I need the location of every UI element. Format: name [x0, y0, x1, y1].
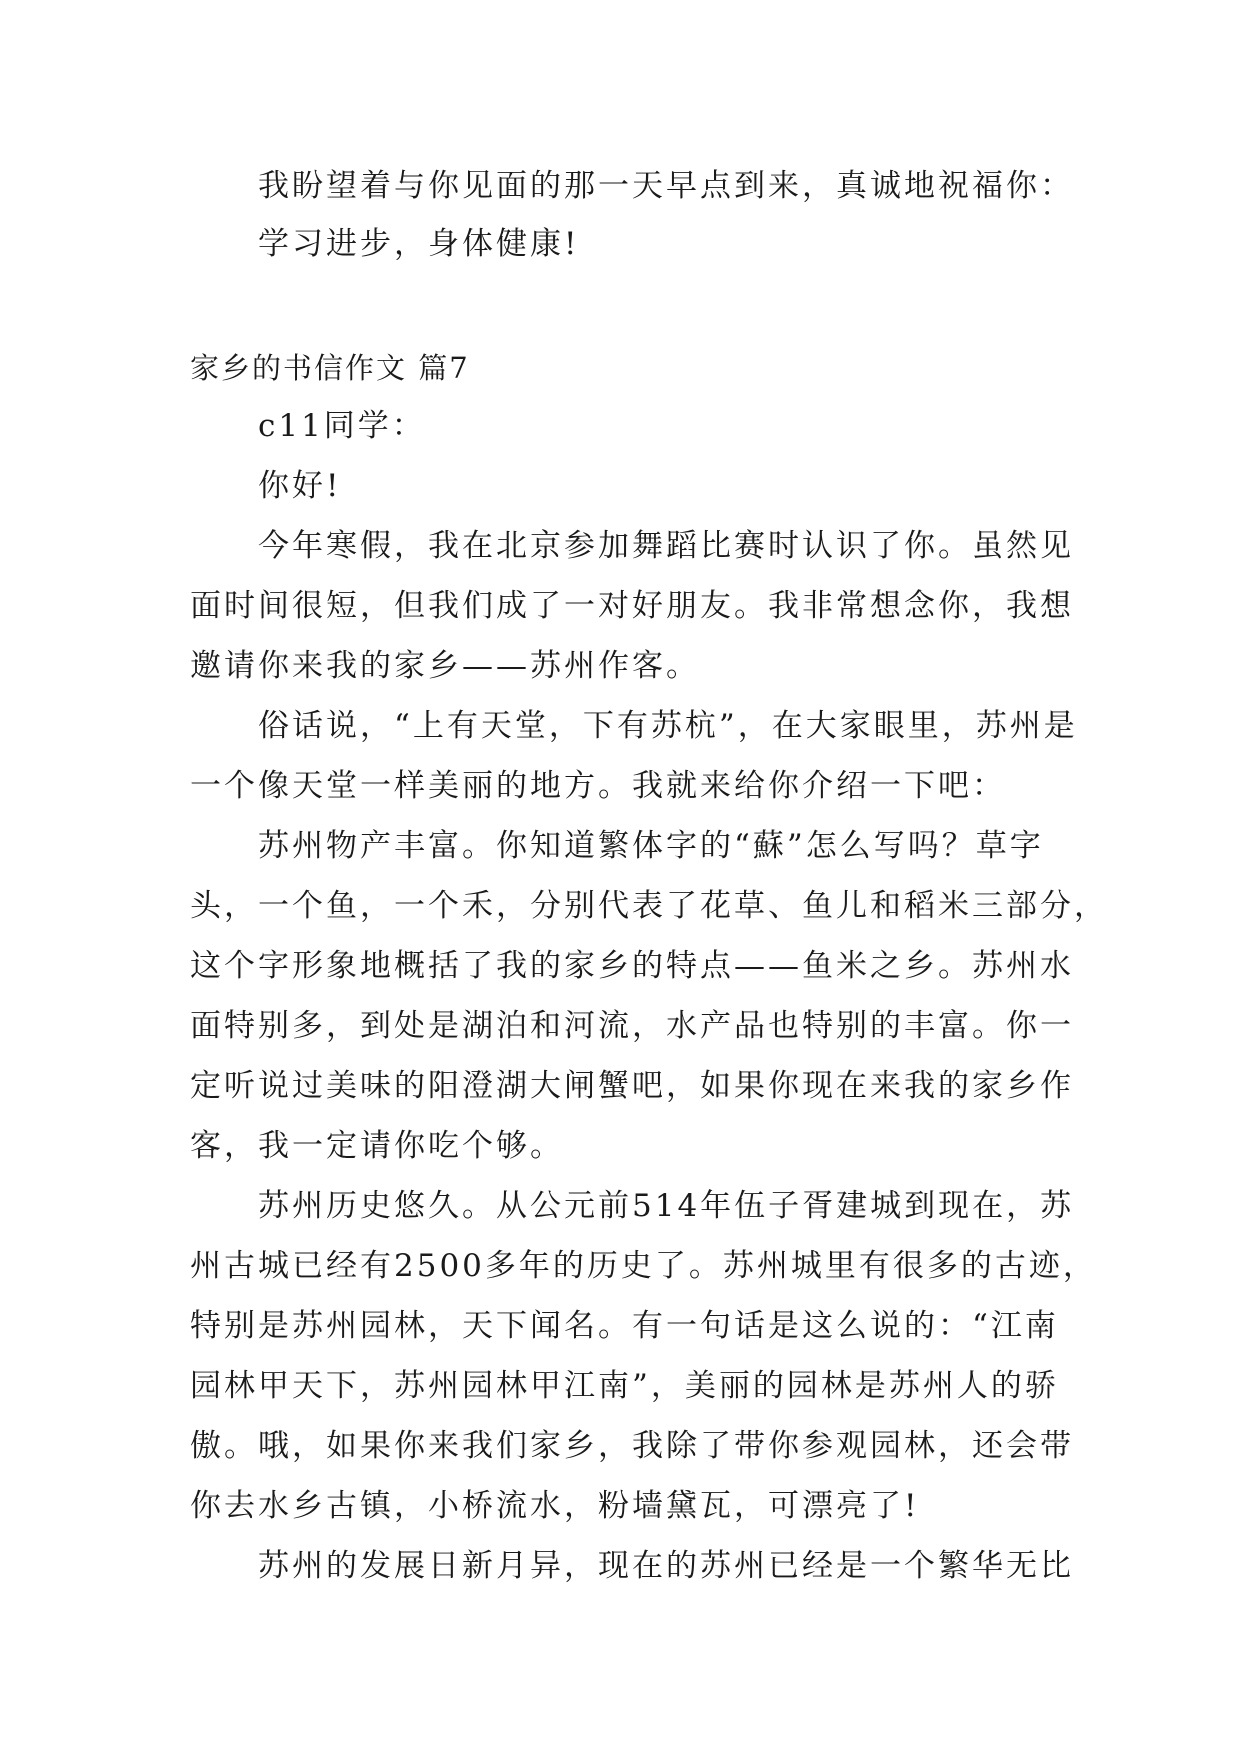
- paragraph-4-line: 特别是苏州园林，天下闻名。有一句话是这么说的：“江南: [190, 1308, 1059, 1344]
- salutation: c11同学：: [258, 408, 426, 444]
- paragraph-1-line: 面时间很短，但我们成了一对好朋友。我非常想念你，我想: [190, 588, 1074, 624]
- paragraph-4-line: 苏州历史悠久。从公元前514年伍子胥建城到现在，苏: [258, 1188, 1075, 1224]
- intro-line-2: 学习进步，身体健康!: [258, 226, 580, 262]
- greeting: 你好!: [258, 468, 342, 504]
- paragraph-2-line: 一个像天堂一样美丽的地方。我就来给你介绍一下吧：: [190, 768, 1006, 804]
- paragraph-1-line: 邀请你来我的家乡——苏州作客。: [190, 648, 700, 684]
- intro-line-1: 我盼望着与你见面的那一天早点到来，真诚地祝福你：: [258, 168, 1074, 204]
- paragraph-4-line: 州古城已经有2500多年的历史了。苏州城里有很多的古迹，: [190, 1248, 1097, 1284]
- paragraph-4-line: 傲。哦，如果你来我们家乡，我除了带你参观园林，还会带: [190, 1428, 1074, 1464]
- paragraph-3-line: 苏州物产丰富。你知道繁体字的“蘇”怎么写吗？草字: [258, 828, 1044, 864]
- paragraph-4-line: 你去水乡古镇，小桥流水，粉墙黛瓦，可漂亮了!: [190, 1488, 920, 1524]
- paragraph-4-line: 园林甲天下，苏州园林甲江南”，美丽的园林是苏州人的骄: [190, 1368, 1059, 1404]
- paragraph-5-line: 苏州的发展日新月异，现在的苏州已经是一个繁华无比: [258, 1548, 1074, 1584]
- paragraph-1-line: 今年寒假，我在北京参加舞蹈比赛时认识了你。虽然见: [258, 528, 1074, 564]
- section-title: 家乡的书信作文 篇7: [190, 351, 470, 385]
- paragraph-3-line: 客，我一定请你吃个够。: [190, 1128, 564, 1164]
- paragraph-2-line: 俗话说，“上有天堂，下有苏杭”，在大家眼里，苏州是: [258, 708, 1078, 744]
- paragraph-3-line: 头，一个鱼，一个禾，分别代表了花草、鱼儿和稻米三部分，: [190, 888, 1108, 924]
- paragraph-3-line: 面特别多，到处是湖泊和河流，水产品也特别的丰富。你一: [190, 1008, 1074, 1044]
- paragraph-3-line: 这个字形象地概括了我的家乡的特点——鱼米之乡。苏州水: [190, 948, 1074, 984]
- paragraph-3-line: 定听说过美味的阳澄湖大闸蟹吧，如果你现在来我的家乡作: [190, 1068, 1074, 1104]
